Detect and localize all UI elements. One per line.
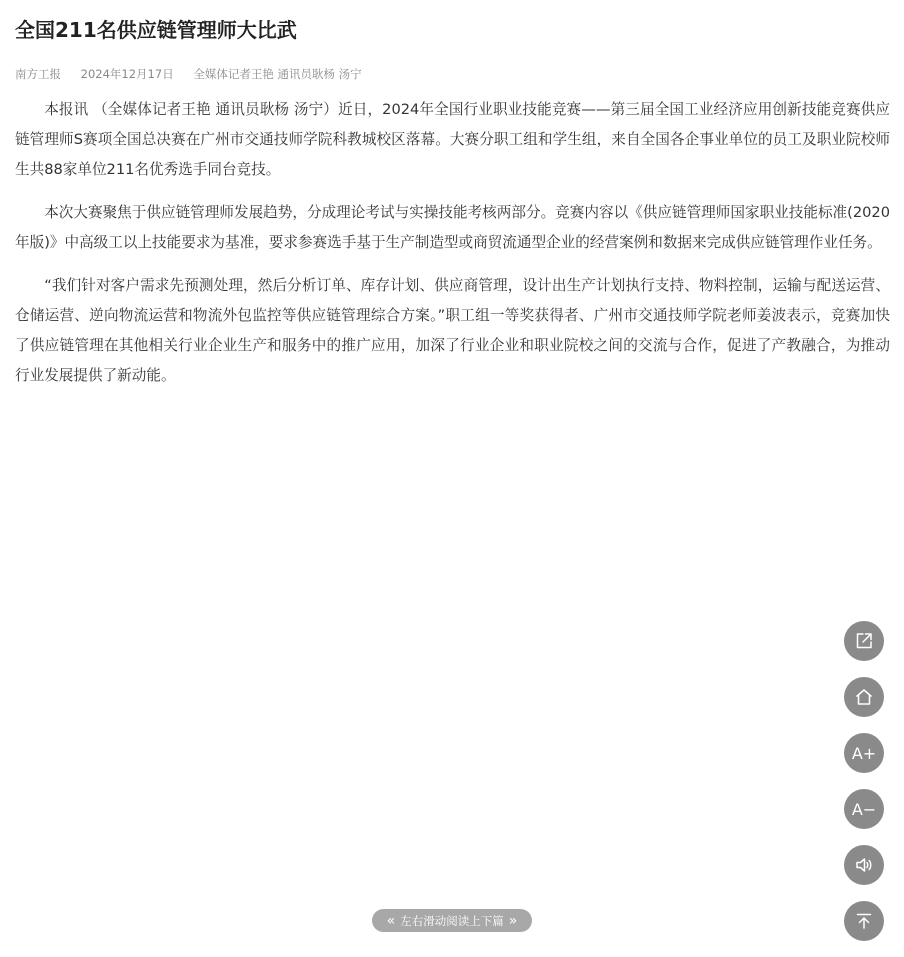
swipe-navigation-hint[interactable] xyxy=(372,909,532,932)
article xyxy=(15,14,890,404)
share-button[interactable] xyxy=(844,621,884,661)
swipe-hint-text: 左右滑动阅读上下篇 xyxy=(400,913,504,928)
article-paragraph: 本次大赛聚焦于供应链管理师发展趋势，分成理论考试与实操技能考核两部分。竞赛内容以《供应链管理师国家职业技能标准(2020年版)》中高级工以上技能要求为基准，要求参赛选手基于生产制造型或商贸流通型企业的经营案例和数据来完成供应链管理作业任务。 xyxy=(15,204,890,251)
article-paragraph: “我们针对客户需求先预测处理，然后分析订单、库存计划、供应商管理，设计出生产计划执行支持、物料控制，运输与配送运营、仓储运营、逆向物流运营和物流外包监控等供应链管理综合方案。”职工组一等奖获得者、广州市交通技师学院老师姜波表示，竞赛加快了供应链管理在其他相关行业企业生产和服务中的推广应用，加深了行业企业和职业院校之间的交流与合作，促进了产教融合，为推动行业发展提供了新动能。 xyxy=(15,277,890,384)
font-decrease-button[interactable]: A− xyxy=(844,789,884,829)
double-chevron-right-icon: » xyxy=(508,912,518,929)
share-external-icon xyxy=(854,631,874,651)
speaker-icon xyxy=(854,855,874,875)
home-button[interactable] xyxy=(844,677,884,717)
article-source: 南方工报 xyxy=(15,67,61,81)
article-date: 2024年12月17日 xyxy=(80,67,174,81)
double-chevron-left-icon: « xyxy=(386,912,396,929)
article-authors: 全媒体记者王艳 通讯员耿杨 汤宁 xyxy=(193,67,362,81)
back-to-top-icon xyxy=(854,911,874,931)
article-meta xyxy=(15,66,890,82)
article-body xyxy=(15,95,890,391)
back-to-top-button[interactable] xyxy=(844,901,884,941)
font-increase-button[interactable]: A+ xyxy=(844,733,884,773)
home-icon xyxy=(854,687,874,707)
article-title: 全国211名供应链管理师大比武 xyxy=(15,18,297,42)
article-paragraph: 本报讯 （全媒体记者王艳 通讯员耿杨 汤宁）近日，2024年全国行业职业技能竞赛——第三届全国工业经济应用创新技能竞赛供应链管理师S赛项全国总决赛在广州市交通技师学院科教城校区落幕。大赛分职工组和学生组，来自全国各企事业单位的员工及职业院校师生共88家单位211名优秀选手同台竞技。 xyxy=(15,101,890,178)
audio-button[interactable] xyxy=(844,845,884,885)
